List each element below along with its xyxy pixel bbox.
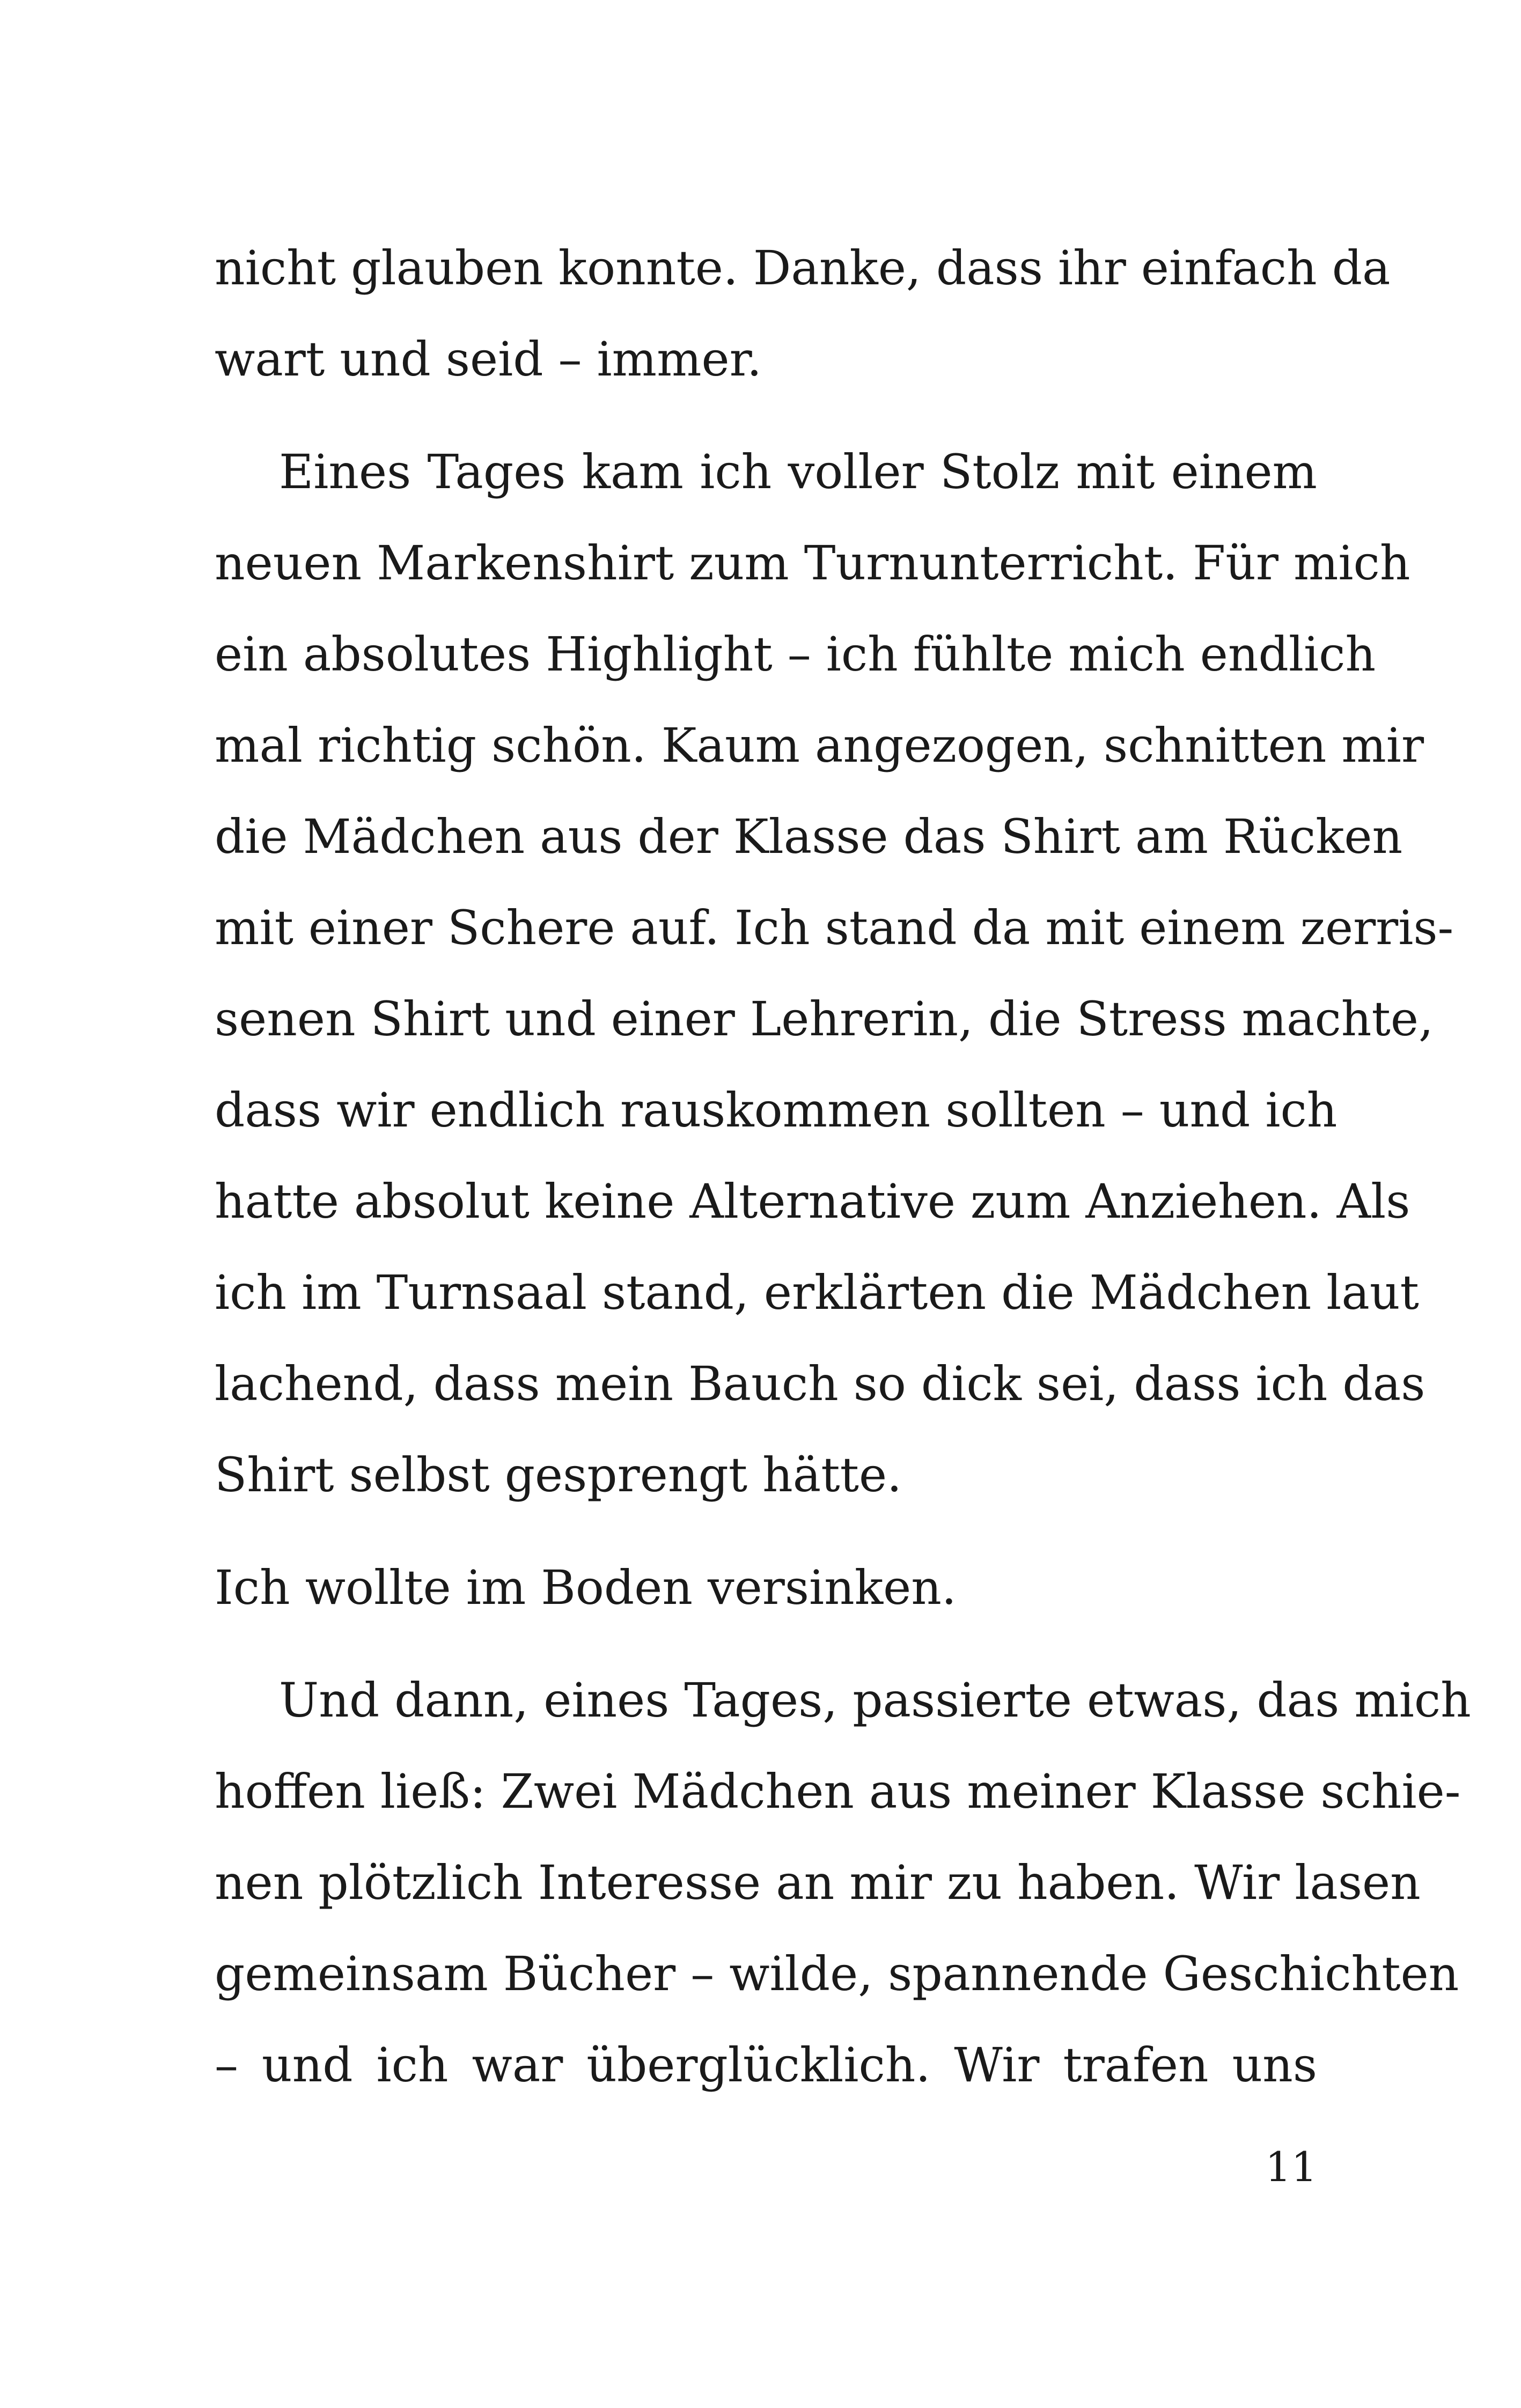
text-line: hatte absolut keine Alternative zum Anziehen. Als	[215, 1174, 1410, 1229]
text-line: Shirt selbst gesprengt hätte.	[215, 1447, 902, 1503]
text-line: gemeinsam Bücher – wilde, spannende Geschichten	[215, 1946, 1459, 2001]
text-line: die Mädchen aus der Klasse das Shirt am Rücken	[215, 809, 1403, 864]
paragraph-first-line: Und dann, eines Tages, passierte etwas, das mich	[279, 1673, 1471, 1728]
text-line: nen plötzlich Interesse an mir zu haben. Wir lasen	[215, 1855, 1421, 1910]
page-number: 11	[1265, 2143, 1317, 2191]
paragraph-single-line: Ich wollte im Boden versinken.	[215, 1560, 957, 1615]
text-line: hoffen ließ: Zwei Mädchen aus meiner Klasse schie-	[215, 1764, 1461, 1819]
text-line: mal richtig schön. Kaum angezogen, schnitten mir	[215, 718, 1424, 773]
text-line: ich im Turnsaal stand, erklärten die Mädchen laut	[215, 1265, 1419, 1320]
text-line: lachend, dass mein Bauch so dick sei, dass ich das	[215, 1356, 1426, 1411]
paragraph-first-line: Eines Tages kam ich voller Stolz mit einem	[279, 444, 1317, 499]
text-line: wart und seid – immer.	[215, 332, 762, 387]
text-line: neuen Markenshirt zum Turnunterricht. Für mich	[215, 535, 1410, 591]
text-line: ein absolutes Highlight – ich fühlte mich endlich	[215, 627, 1376, 682]
text-line: – und ich war überglücklich. Wir trafen uns	[215, 2037, 1317, 2093]
text-line: dass wir endlich rauskommen sollten – und ich	[215, 1083, 1338, 1138]
text-line: mit einer Schere auf. Ich stand da mit einem zerris-	[215, 900, 1454, 955]
text-line: senen Shirt und einer Lehrerin, die Stress machte,	[215, 991, 1434, 1047]
text-line: nicht glauben konnte. Danke, dass ihr einfach da	[215, 240, 1391, 296]
